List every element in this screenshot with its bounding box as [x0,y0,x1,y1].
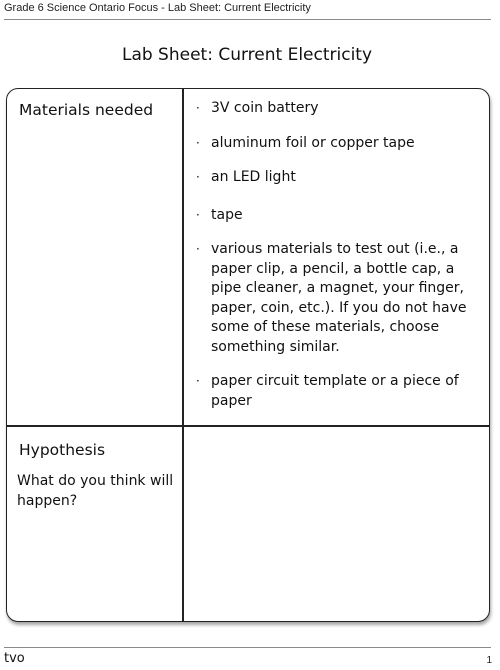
material-text: paper circuit template or a piece of paper [211,373,459,409]
tvo-logo: tvo [4,651,25,666]
material-text: aluminum foil or copper tape [211,134,415,151]
material-text: 3V coin battery [211,100,319,116]
bullet-icon: · [196,207,200,222]
list-item [196,99,481,119]
material-text: an LED light [211,169,296,185]
column-divider [182,89,184,621]
footer-divider [4,647,491,648]
page-title: Lab Sheet: Current Electricity [121,45,373,65]
material-text: tape [211,206,243,223]
header-divider [4,19,491,20]
page-number: 1 [486,655,492,666]
lab-sheet-table [6,88,490,622]
running-header: Grade 6 Science Ontario Focus - Lab Sheet: Current Electricity [4,2,311,14]
bullet-icon: · [196,374,200,388]
list-item [196,240,481,357]
list-item [196,168,481,188]
list-item [196,134,481,154]
material-text: various materials to test out (i.e., a paper clip, a pencil, a bottle cap, a pipe cleaner, a magnet, your finger, paper, coin, etc.). If you do not have some of these materials, choose something similar. [211,241,467,355]
bullet-icon: · [196,242,200,256]
bullet-icon: · [196,101,200,115]
bullet-icon: · [196,135,200,150]
bullet-icon: · [196,170,200,184]
list-item [196,372,481,411]
materials-needed-label: Materials needed [19,101,154,119]
row-divider [7,425,489,427]
list-item [196,206,481,226]
hypothesis-answer-area[interactable] [187,429,487,619]
hypothesis-label: Hypothesis [19,441,106,459]
materials-list [196,99,481,411]
hypothesis-prompt: What do you think will happen? [17,473,174,509]
